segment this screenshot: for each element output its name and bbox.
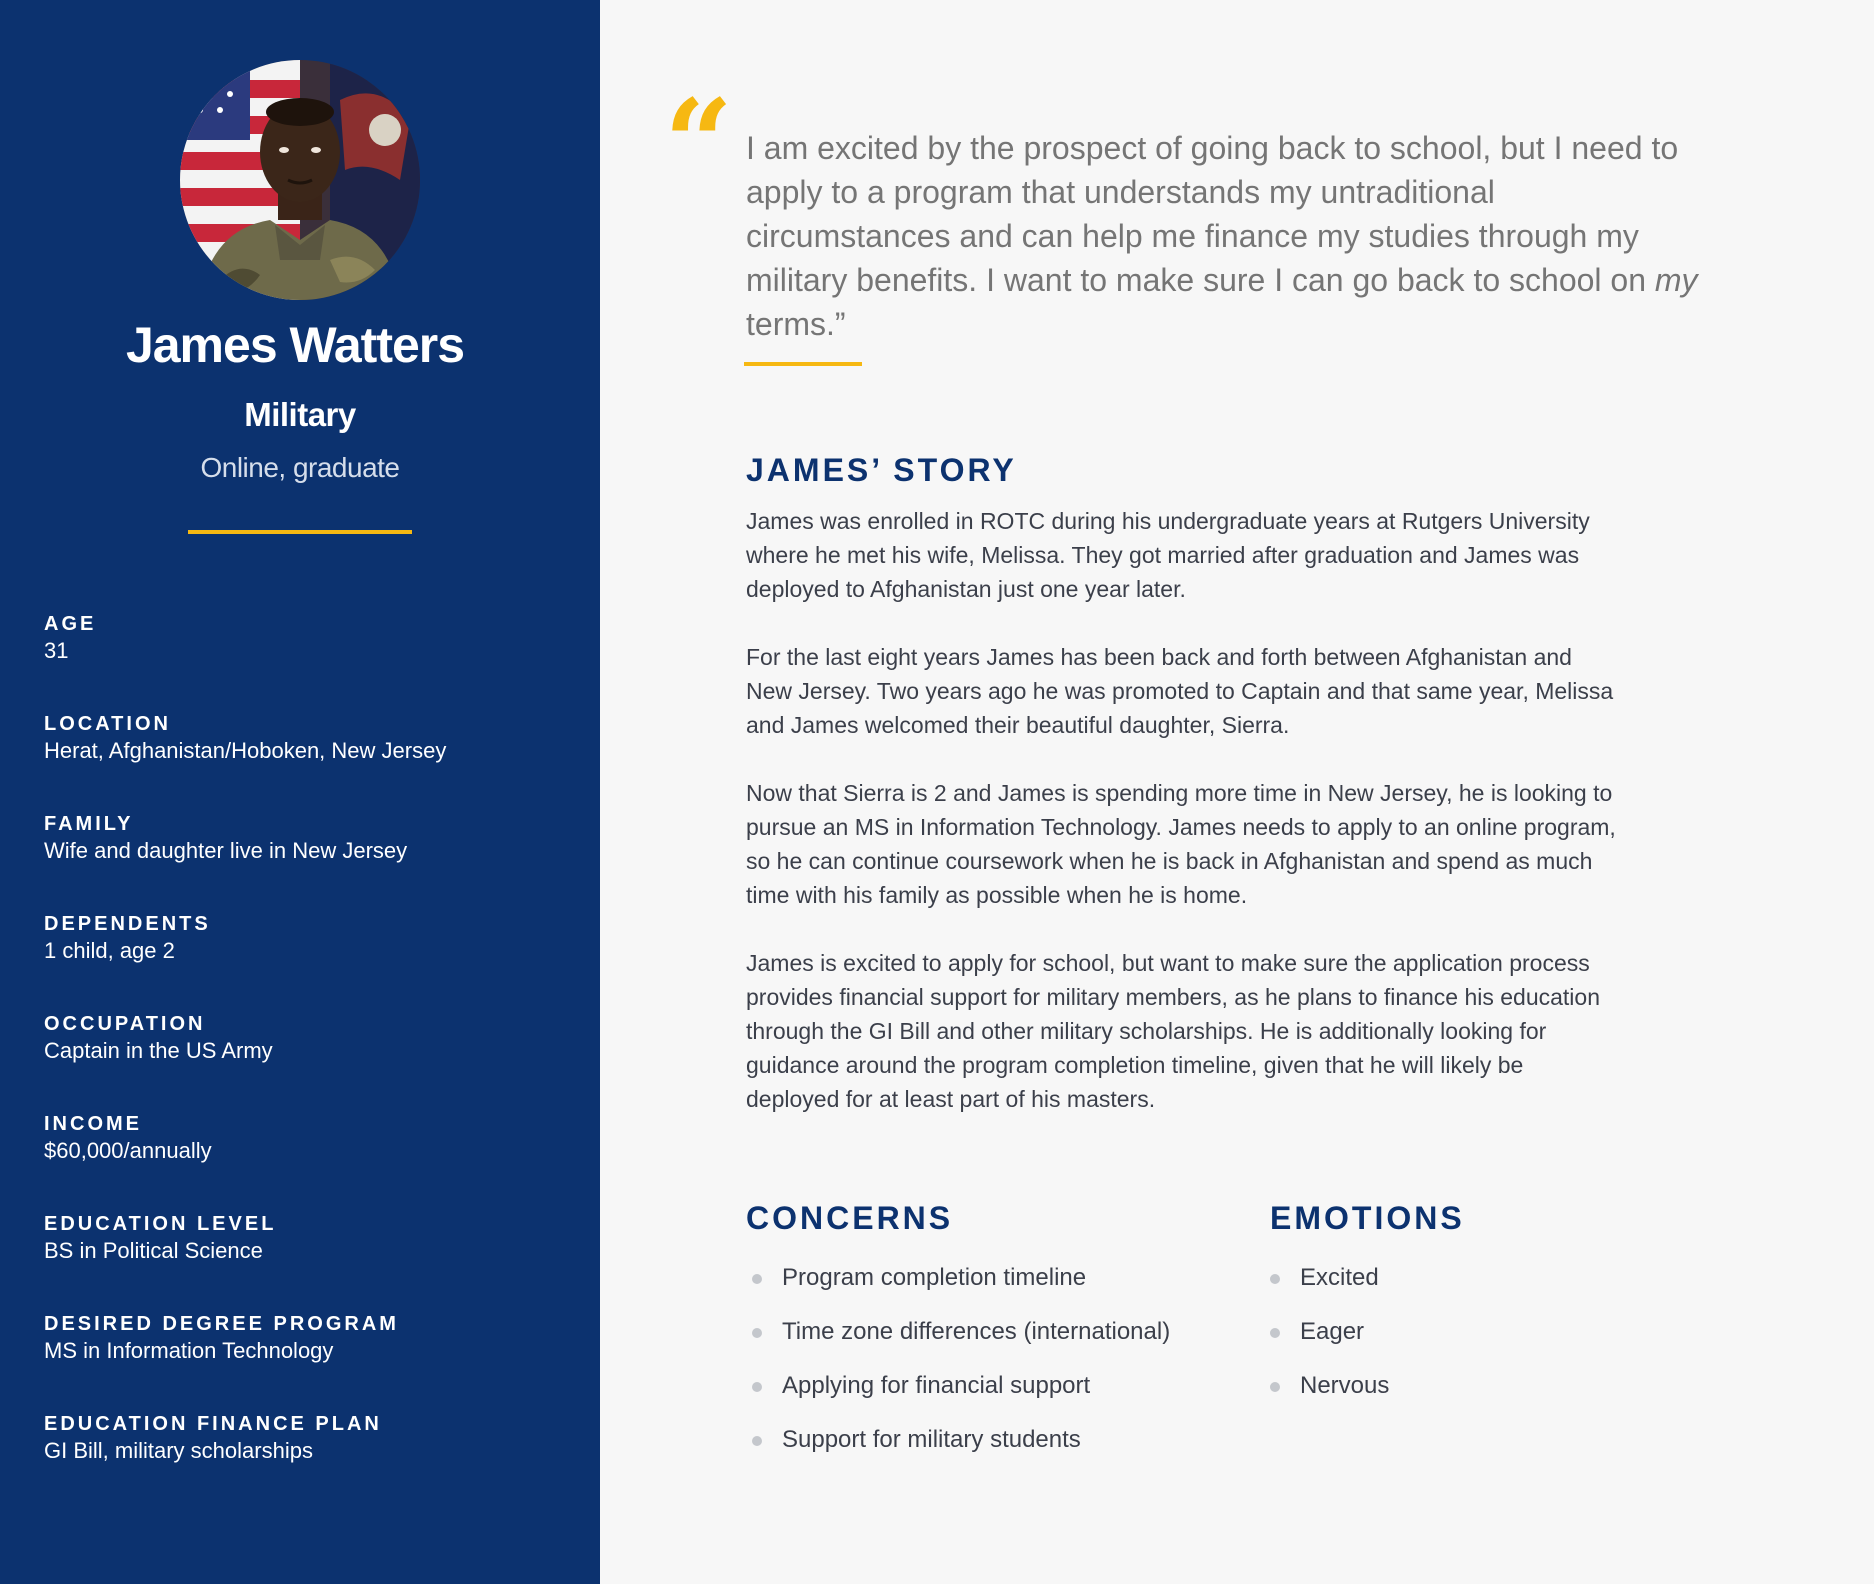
concerns-list [746,1260,1246,1476]
quote-text: I am excited by the prospect of going back to school, but I need to apply to a program that understands my untraditional circumstances and can help me finance my studies through my military benefits. I want to make sure I can go back to school on [746,130,1679,298]
sidebar-divider [188,530,412,534]
story-paragraph: Now that Sierra is 2 and James is spending more time in New Jersey, he is looking to pursue an MS in Information Technology. James needs to apply to an online program, so he can continue coursework when he is back in Afghanistan and spend as much time with his family as possible when he is home. [746,780,1616,908]
fact-label: EDUCATION FINANCE PLAN [44,1413,382,1435]
fact-value: Herat, Afghanistan/Hoboken, New Jersey [44,738,447,763]
persona-quote [746,126,1706,346]
fact-label: DESIRED DEGREE PROGRAM [44,1313,399,1335]
fact-label: EDUCATION LEVEL [44,1213,277,1235]
list-item [1264,1368,1664,1422]
bullet-icon [1270,1382,1280,1392]
concerns-title: CONCERNS [746,1200,954,1236]
fact-location [44,712,584,812]
bullet-icon [1270,1274,1280,1284]
bullet-icon [752,1436,762,1446]
quote-text-end: terms.” [746,306,846,342]
fact-label: DEPENDENTS [44,913,211,935]
persona-name: James Watters [125,317,465,373]
quote-divider [744,362,862,366]
bullet-icon [752,1274,762,1284]
list-item [746,1368,1246,1422]
emotions-title: EMOTIONS [1270,1200,1465,1236]
profile-photo-icon [180,60,420,300]
avatar [180,60,420,300]
persona-segment: Military [244,396,356,433]
fact-occupation [44,1012,584,1112]
bullet-icon [752,1382,762,1392]
fact-label: FAMILY [44,813,134,835]
fact-finance-plan [44,1412,584,1512]
fact-value: MS in Information Technology [44,1338,334,1363]
list-item [1264,1314,1664,1368]
fact-value: BS in Political Science [44,1238,263,1263]
list-item [746,1314,1246,1368]
list-item-text: Time zone differences (international) [782,1318,1171,1345]
list-item-text: Excited [1300,1264,1379,1291]
fact-value: 31 [44,638,69,663]
bullet-icon [752,1328,762,1338]
story-paragraph: James was enrolled in ROTC during his undergraduate years at Rutgers University where he met his wife, Melissa. They got married after graduation and James was deployed to Afghanistan just one year later. [746,508,1590,602]
fact-label: LOCATION [44,713,171,735]
fact-value: Captain in the US Army [44,1038,273,1063]
list-item-text: Eager [1300,1318,1365,1345]
fact-label: AGE [44,613,97,635]
fact-label: OCCUPATION [44,1013,206,1035]
list-item-text: Program completion timeline [782,1264,1087,1291]
story-title: JAMES’ STORY [746,452,1017,488]
fact-value: GI Bill, military scholarships [44,1438,313,1463]
quote-emphasis: my [1654,262,1698,298]
fact-value: 1 child, age 2 [44,938,175,963]
list-item [1264,1260,1664,1314]
fact-desired-degree [44,1312,584,1412]
persona-segment-detail: Online, graduate [200,452,400,483]
fact-label: INCOME [44,1113,142,1135]
list-item-text: Applying for financial support [782,1372,1091,1399]
list-item-text: Support for military students [782,1426,1081,1453]
list-item-text: Nervous [1300,1372,1390,1399]
fact-list [44,612,584,1512]
fact-value: Wife and daughter live in New Jersey [44,838,408,863]
fact-age [44,612,584,712]
bullet-icon [1270,1328,1280,1338]
story-paragraph: For the last eight years James has been back and forth between Afghanistan and New Jersey. Two years ago he was promoted to Captain and that same year, Melissa and James welcomed their beautiful daughter, Sierra. [746,644,1614,738]
story-paragraph: James is excited to apply for school, but want to make sure the application process provides financial support for military members, as he plans to finance his education through the GI Bill and other military scholarships. He is additionally looking for guidance around the program completion timeline, given that he will likely be deployed for at least part of his masters. [746,950,1600,1112]
profile-sidebar [0,0,600,1584]
fact-value: $60,000/annually [44,1138,212,1163]
list-item [746,1422,1246,1476]
list-item [746,1260,1246,1314]
quote-mark-icon: “ [664,73,734,214]
story-body [746,504,1616,1150]
fact-family [44,812,584,912]
fact-education-level [44,1212,584,1312]
fact-income [44,1112,584,1212]
emotions-list [1264,1260,1664,1422]
fact-dependents [44,912,584,1012]
